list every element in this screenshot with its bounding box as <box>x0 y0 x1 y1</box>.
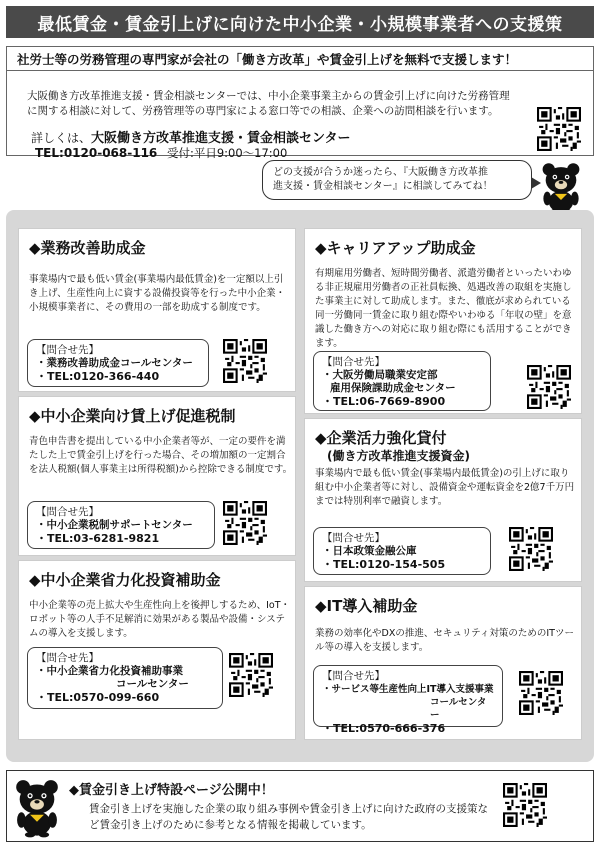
card-title: ◆業務改善助成金 <box>29 239 146 257</box>
card-body: 中小企業等の売上拡大や生産性向上を後押しするため、IoT・ロボット等の人手不足解消に効果がある製品や設備・システムの導入を支援します。 <box>29 600 291 639</box>
intro-hours: 受付:平日9:00～17:00 <box>166 146 288 160</box>
bottom-title: ◆賃金引き上げ特設ページ公開中！ <box>69 783 274 798</box>
contact-box <box>27 647 223 709</box>
intro-tel <box>35 145 287 161</box>
page-banner <box>6 6 594 38</box>
intro-detail-center: 大阪働き方改革推進支援・賃金相談センター <box>91 131 351 146</box>
speech-bubble <box>262 160 532 200</box>
contact-name: ・業務改善助成金コールセンター <box>36 357 193 369</box>
contact-name-2: コールセンター <box>430 697 487 721</box>
card-subtitle: (働き方改革推進支援資金) <box>327 449 470 463</box>
qr-code-icon[interactable] <box>509 527 553 571</box>
qr-code-icon[interactable] <box>229 653 273 697</box>
bubble-line-1: どの支援が合うか迷ったら、『大阪働き方改革推 <box>273 167 488 178</box>
contact-name: ・中小企業税制サポートセンター <box>36 519 193 531</box>
card-body: 事業場内で最も低い賃金(事業場内最低賃金)を一定額以上引き上げ、生産性向上に資する設備投資等を行った中小企業・小規模事業者に、その費用の一部を助成する制度です。 <box>29 274 286 313</box>
card-it <box>304 586 582 740</box>
contact-box <box>313 665 503 735</box>
card-title: ◆企業活力強化貸付 <box>315 429 447 447</box>
contact-label: 【問合せ先】 <box>36 652 99 664</box>
card-shoryoku <box>18 560 296 740</box>
qr-code-icon[interactable] <box>519 671 563 715</box>
contact-box <box>27 501 215 549</box>
contact-tel[interactable]: ・TEL:0570-099-660 <box>36 691 160 704</box>
contact-label: 【問合せ先】 <box>322 356 385 368</box>
intro-detail <box>31 127 351 146</box>
qr-code-icon[interactable] <box>537 107 581 151</box>
card-body: 業務の効率化やDXの推進、セキュリティ対策のためのITツール等の導入を支援します。 <box>315 628 574 653</box>
card-zei <box>18 396 296 556</box>
contact-label: 【問合せ先】 <box>36 344 99 356</box>
card-body: 事業場内で最も低い賃金(事業場内最低賃金)の引上げに取り組む中小企業者等に対し、設備資金や運転資金を2億7千万円までは特別利率で融資します。 <box>315 468 575 507</box>
qr-code-icon[interactable] <box>527 365 571 409</box>
contact-name: ・サービス等生産性向上IT導入支援事業 <box>322 684 494 695</box>
bubble-line-2: 進支援・賃金相談センター』に相談してみてね！ <box>273 181 493 192</box>
contact-tel[interactable]: ・TEL:06-7669-8900 <box>322 395 446 408</box>
intro-body: 大阪働き方改革推進支援・賃金相談センターでは、中小企業事業主からの賃金引上げに向けた労務管理に関する相談に対して、労務管理等の専門家による窓口等での相談、企業への訪問相談を行います。 <box>27 90 510 117</box>
card-body: 有期雇用労働者、短時間労働者、派遣労働者といったいわゆる非正規雇用労働者の正社員転換、処遇改善の取組を実施した事業主に対して助成します。また、徹底が求められている同一労働同一賃金に取り組む際やいわゆる「年収の壁」を意識した働き方への対応に取り組む際にも活用することができます。 <box>315 268 572 349</box>
card-title: ◆中小企業省力化投資補助金 <box>29 571 221 589</box>
contact-label: 【問合せ先】 <box>36 506 99 518</box>
contact-tel[interactable]: ・TEL:0120-154-505 <box>322 558 446 571</box>
card-title: ◆中小企業向け賃上げ促進税制 <box>29 407 236 425</box>
contact-label: 【問合せ先】 <box>322 532 385 544</box>
banner-title: 最低賃金・賃金引上げに向けた中小企業・小規模事業者への支援策 <box>37 14 563 35</box>
contact-box <box>313 527 491 575</box>
card-body: 青色申告書を提出している中小企業者等が、一定の要件を満たした上で賃金引上げを行った場合、その増加額の一定割合を法人税額(個人事業主は所得税額)から控除できる制度です。 <box>29 436 293 475</box>
intro-detail-prefix: 詳しくは、 <box>31 131 92 145</box>
contact-tel[interactable]: ・TEL:0570-666-376 <box>322 722 446 735</box>
qr-code-icon[interactable] <box>223 501 267 545</box>
card-title: ◆キャリアアップ助成金 <box>315 239 476 257</box>
card-kigyo <box>304 418 582 582</box>
qr-code-icon[interactable] <box>223 339 267 383</box>
contact-name: ・大阪労働局職業安定部 <box>322 369 438 381</box>
contact-name-2: 雇用保険課助成金センター <box>330 382 456 394</box>
bear-mascot-icon <box>11 775 63 839</box>
special-page-box <box>6 770 594 842</box>
bear-mascot-icon <box>538 160 584 214</box>
contact-name: ・中小企業省力化投資補助事業 <box>36 665 183 677</box>
bottom-body: 賃金引き上げを実施した企業の取り組み事例や賃金引き上げに向けた政府の支援策など賃金引き上げのために参考となる情報を掲載しています。 <box>89 803 488 831</box>
contact-box <box>313 351 491 411</box>
intro-headline: 社労士等の労務管理の専門家が会社の「働き方改革」や賃金引上げを無料で支援します！ <box>7 47 593 71</box>
card-gyomu <box>18 228 296 392</box>
contact-name: ・日本政策金融公庫 <box>322 545 417 557</box>
card-title: ◆IT導入補助金 <box>315 597 418 615</box>
card-career <box>304 228 582 414</box>
contact-tel[interactable]: ・TEL:0120-366-440 <box>36 370 160 383</box>
contact-label: 【問合せ先】 <box>322 670 385 682</box>
contact-name-2: コールセンター <box>116 678 189 690</box>
intro-tel-number[interactable]: TEL:0120-068-116 <box>35 146 158 160</box>
intro-box <box>6 46 594 160</box>
contact-tel[interactable]: ・TEL:03-6281-9821 <box>36 532 160 545</box>
contact-box <box>27 339 209 387</box>
book-panel <box>6 210 594 762</box>
qr-code-icon[interactable] <box>503 783 547 827</box>
